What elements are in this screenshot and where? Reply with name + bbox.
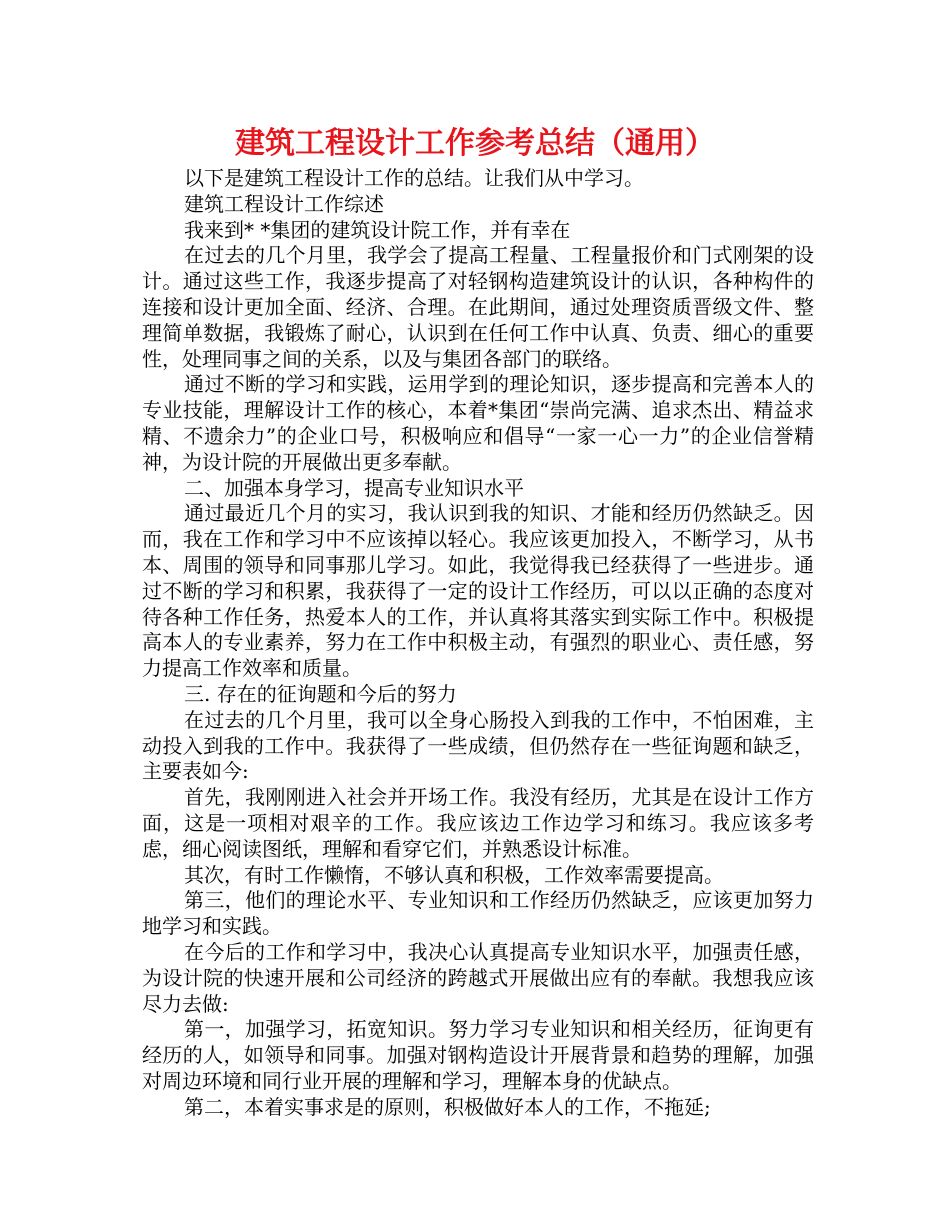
paragraph: 通过最近几个月的实习，我认识到我的知识、才能和经历仍然缺乏。因而，我在工作和学习中不应该掉以轻心。我应该更加投入，不断学习，从书本、周围的领导和同事那儿学习。如此，我觉得我已经获得了一些进步。通过不断的学习和积累，我获得了一定的设计工作经历，可以以正确的态度对待各种工作任务，热爱本人的工作，并认真将其落实到实际工作中。积极提高本人的专业素养，努力在工作中积极主动，有强烈的职业心、责任感，努力提高工作效率和质量。 <box>142 501 814 681</box>
document-title: 建筑工程设计工作参考总结（通用） <box>235 126 715 161</box>
paragraph-subtitle: 建筑工程设计工作综述 <box>184 191 384 216</box>
paragraph: 在今后的工作和学习中，我决心认真提高专业知识水平，加强责任感，为设计院的快速开展和公司经济的跨越式开展做出应有的奉献。我想我应该尽力去做: <box>142 939 814 1016</box>
paragraph: 我来到* *集团的建筑设计院工作，并有幸在 <box>184 217 571 242</box>
paragraph-intro: 以下是建筑工程设计工作的总结。让我们从中学习。 <box>184 166 644 190</box>
paragraph: 第一，加强学习，拓宽知识。努力学习专业知识和相关经历，征询更有经历的人，如领导和同事。加强对钢构造设计开展背景和趋势的理解，加强对周边环境和同行业开展的理解和学习，理解本身的优缺点。 <box>142 1017 814 1093</box>
paragraph: 通过不断的学习和实践，运用学到的理论知识，逐步提高和完善本人的专业技能，理解设计工作的核心，本着*集团“崇尚完满、追求杰出、精益求精、不遗余力”的企业口号，积极响应和倡导“一家一心一力”的企业信誉精神，为设计院的开展做出更多奉献。 <box>142 372 814 474</box>
paragraph: 在过去的几个月里，我学会了提高工程量、工程量报价和门式刚架的设计。通过这些工作，我逐步提高了对轻钢构造建筑设计的认识，各种构件的连接和设计更加全面、经济、合理。在此期间，通过处理资质晋级文件、整理简单数据，我锻炼了耐心，认识到在任何工作中认真、负责、细心的重要性，处理同事之间的关系，以及与集团各部门的联络。 <box>142 243 814 371</box>
paragraph: 其次，有时工作懒惰，不够认真和积极，工作效率需要提高。 <box>184 862 724 887</box>
paragraph: 第二，本着实事求是的原则，积极做好本人的工作，不拖延; <box>184 1094 711 1119</box>
paragraph: 在过去的几个月里，我可以全身心肠投入到我的工作中，不怕困难，主动投入到我的工作中。我获得了一些成绩，但仍然存在一些征询题和缺乏，主要表如今: <box>142 707 814 784</box>
paragraph: 第三，他们的理论水平、专业知识和工作经历仍然缺乏，应该更加努力地学习和实践。 <box>142 888 814 939</box>
section-heading: 二、加强本身学习，提高专业知识水平 <box>184 475 524 500</box>
section-heading: 三. 存在的征询题和今后的努力 <box>184 681 457 706</box>
document-body <box>142 166 814 1120</box>
paragraph: 首先，我刚刚进入社会并开场工作。我没有经历，尤其是在设计工作方面，这是一项相对艰辛的工作。我应该边工作边学习和练习。我应该多考虑，细心阅读图纸，理解和看穿它们，并熟悉设计标准。 <box>142 785 814 861</box>
